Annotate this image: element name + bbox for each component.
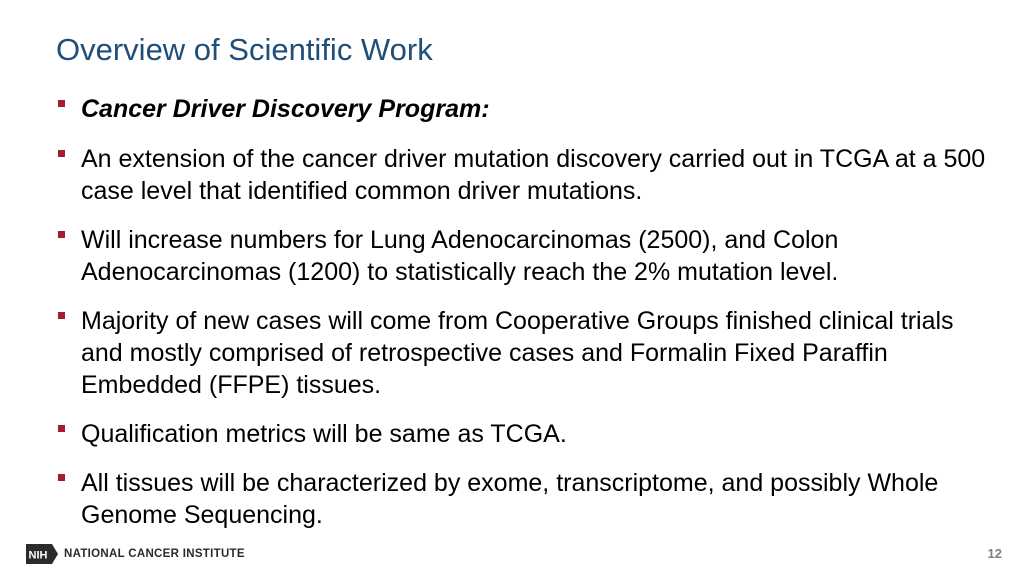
bullet-list	[56, 93, 986, 548]
nih-logo-icon	[26, 544, 58, 564]
bullet-text: Qualification metrics will be same as TCGA.	[81, 420, 567, 448]
square-bullet-icon	[58, 474, 65, 481]
org-name: NATIONAL CANCER INSTITUTE	[64, 548, 245, 560]
bullet-item-qualification	[56, 418, 986, 450]
square-bullet-icon	[58, 231, 65, 238]
nci-logo	[26, 543, 245, 565]
square-bullet-icon	[58, 100, 65, 107]
bullet-text: An extension of the cancer driver mutation discovery carried out in TCGA at a 500 case level that identified common driver mutations.	[81, 145, 986, 205]
bullet-item-increase-numbers	[56, 224, 986, 288]
bullet-item-new-cases	[56, 305, 986, 401]
bullet-item-extension	[56, 143, 986, 207]
bullet-text: Cancer Driver Discovery Program:	[81, 95, 490, 123]
page-title: Overview of Scientific Work	[56, 32, 433, 67]
square-bullet-icon	[58, 150, 65, 157]
bullet-item-program	[56, 93, 986, 125]
square-bullet-icon	[58, 312, 65, 319]
bullet-item-characterization	[56, 467, 986, 531]
square-bullet-icon	[58, 425, 65, 432]
bullet-text: Majority of new cases will come from Cooperative Groups finished clinical trials and mostly comprised of retrospective cases and Formalin Fixed Paraffin Embedded (FFPE) tissues.	[81, 307, 954, 399]
page-number: 12	[987, 546, 1002, 561]
nih-logo-text: NIH	[28, 549, 48, 562]
bullet-text: All tissues will be characterized by exome, transcriptome, and possibly Whole Genome Sequencing.	[81, 469, 939, 529]
bullet-text: Will increase numbers for Lung Adenocarcinomas (2500), and Colon Adenocarcinomas (1200) to statistically reach the 2% mutation level.	[81, 226, 839, 286]
